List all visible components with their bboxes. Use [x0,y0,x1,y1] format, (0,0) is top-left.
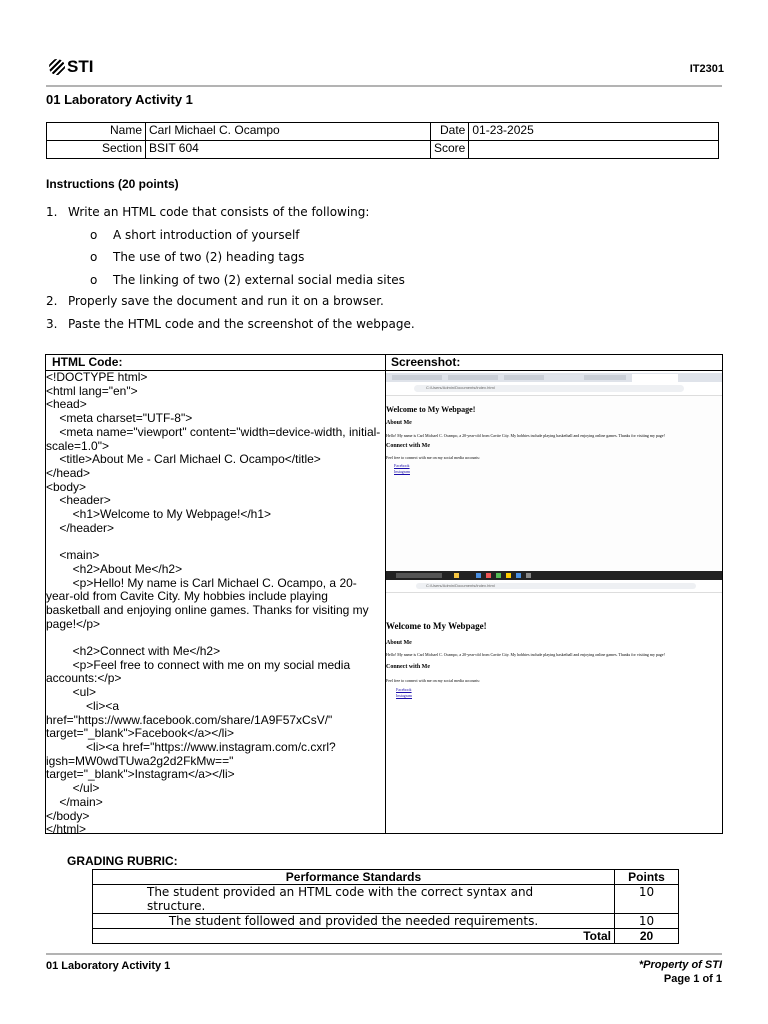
score-label: Score [431,141,469,159]
shot-connect-text: Feel free to connect with me on my social media accounts: [386,455,480,460]
shot2-h2-about: About Me [386,640,412,646]
table-row: The student provided an HTML code with the correct syntax and structure. 10 [93,885,679,914]
score-value [469,141,719,159]
student-info-table [46,122,719,159]
shot-h1: Welcome to My Webpage! [386,405,476,414]
page-number: Page 1 of 1 [663,973,722,985]
logo-text: STI [67,57,94,76]
shot2-link-facebook: Facebook [396,687,412,692]
section-value: BSIT 604 [146,141,431,159]
rubric-total-value: 20 [615,929,679,944]
footer-activity-title: 01 Laboratory Activity 1 [46,960,171,972]
address-text: C:/Users/Admin/Documents/index.html [426,385,495,390]
browser-screenshot-2 [386,580,722,710]
name-label: Name [47,123,146,141]
activity-title: 01 Laboratory Activity 1 [46,92,193,107]
property-notice: *Property of STI [638,959,722,971]
grading-rubric-table [92,869,679,944]
shot2-intro: Hello! My name is Carl Michael C. Ocampo, a 20-year-old from Cavite City. My hobbies include playing basketball and enjoying online games. Thanks for visiting my page! [386,652,665,657]
instructions-heading: Instructions (20 points) [46,177,179,191]
shot-h2-about: About Me [386,420,412,426]
sti-logo [49,57,93,77]
rubric-heading: GRADING RUBRIC: [67,854,178,868]
shot2-h1: Welcome to My Webpage! [386,621,487,631]
shot2-h2-connect: Connect with Me [386,664,430,670]
course-code: IT2301 [689,63,724,75]
footer-divider [46,953,722,955]
sti-logo-icon [49,59,65,75]
windows-taskbar [386,571,722,580]
shot-link-instagram: Instagram [394,469,410,474]
html-code-block: <!DOCTYPE html> <html lang="en"> <head> <meta charset="UTF-8"> <meta name="viewport" content="width=device-width, initial-scale=1.0"> <title>About Me - Carl Michael C. Ocampo</title> </head> <body> <header> <h1>Welcome to My Webpage!</h1> </header> <main> <h2>About Me</h2> <p>Hello! My name is Carl Michael C. Ocampo, a 20-year-old from Cavite City. My hobbies include playing basketball and enjoying online games. Thanks for visiting my page!</p> <h2>Connect with Me</h2> <p>Feel free to connect with me on my social media accounts:</p> <ul> <li><a href="https://www.facebook.com/share/1A9F57xCsV/" target="_blank">Facebook</a></li> <li><a href="https://www.instagram.com/c.cxrl?igsh=MW0wdTUwa2g2d2FkMw==" target="_blank">Instagram</a></li> </ul> </main> </body> </html> [46,370,381,837]
name-value: Carl Michael C. Ocampo [146,123,431,141]
shot-intro: Hello! My name is Carl Michael C. Ocampo, a 20-year-old from Cavite City. My hobbies include playing basketball and enjoying online games. Thanks for visiting my page! [386,433,665,438]
address-bar [386,382,722,396]
header-divider [46,85,722,87]
browser-screenshot-1 [386,373,722,571]
rubric-standards-header: Performance Standards [93,870,615,885]
footer-right [639,958,722,986]
table-row: The student followed and provided the needed requirements. 10 [93,914,679,929]
date-label: Date [431,123,469,141]
browser-tab-bar [386,373,722,382]
shot2-link-instagram: Instagram [396,693,412,698]
code-column-header: HTML Code: [52,355,123,369]
shot-h2-connect: Connect with Me [386,443,430,449]
section-label: Section [47,141,146,159]
screenshot-column-header: Screenshot: [391,355,461,369]
rubric-total-label: Total [93,929,615,944]
address-bar-2 [386,580,722,593]
rubric-points-header: Points [615,870,679,885]
address-text-2: C:/Users/Admin/Documents/index.html [426,583,495,588]
date-value: 01-23-2025 [469,123,719,141]
shot2-connect-text: Feel free to connect with me on my social media accounts: [386,678,480,683]
shot-link-facebook: Facebook [394,463,410,468]
